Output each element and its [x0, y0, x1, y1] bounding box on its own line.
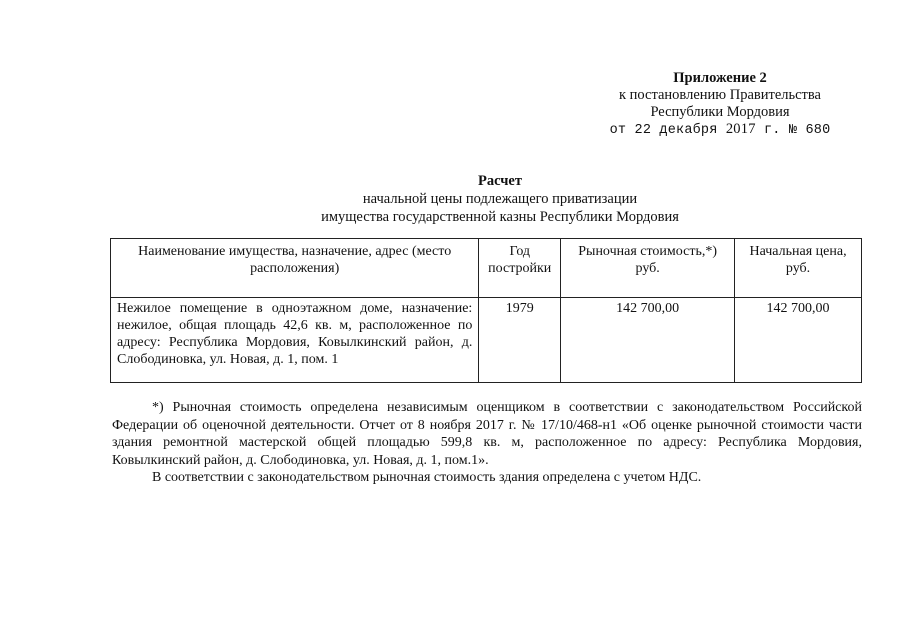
cell-market-value: 142 700,00 [561, 298, 735, 383]
appendix-line-1: к постановлению Правительства [619, 87, 821, 103]
header-market-value: Рыночная стоимость,*) руб. [561, 239, 735, 298]
appendix-dateline [600, 121, 840, 139]
footnote-paragraph: *) Рыночная стоимость определена независимым оценщиком в соответствии с законодательством Российской Федерации об оценочной деятельности. Отчет от 8 ноября 2017 г. № 17/10/468-н1 «Об оценке рыночной стоимости части здания ремонтной мастерской общей площадью 599,8 кв. м, расположенное по адресу: Республика Мордовия, Ковылкинский район, д. Слободиновка, ул. Новая, д. 1, пом.1». [112, 400, 862, 468]
appendix-title: Приложение 2 [673, 70, 767, 86]
date-year-suffix: г. № [763, 123, 798, 138]
date-value: 22 декабря [634, 123, 718, 138]
document-heading [250, 172, 750, 226]
cell-property-name: Нежилое помещение в одноэтажном доме, назначение: нежилое, общая площадь 42,6 кв. м, расположенное по адресу: Республика Мордовия, Ковылкинский район, д. Слободиновка, ул. Новая, д. 1, пом. 1 [111, 298, 479, 383]
header-property-name: Наименование имущества, назначение, адрес (место расположения) [111, 239, 479, 298]
heading-title: Расчет [478, 173, 522, 189]
cell-year-built: 1979 [479, 298, 561, 383]
vat-paragraph: В соответствии с законодательством рыночная стоимость здания определена с учетом НДС. [152, 470, 702, 485]
header-initial-price: Начальная цена, руб. [735, 239, 862, 298]
notes-block [112, 399, 862, 487]
date-year: 2017 [725, 121, 756, 137]
cell-initial-price: 142 700,00 [735, 298, 862, 383]
heading-line-2: имущества государственной казны Республики Мордовия [321, 209, 679, 225]
date-prefix: от [609, 123, 627, 138]
heading-line-1: начальной цены подлежащего приватизации [362, 191, 638, 207]
appendix-line-2: Республики Мордовия [650, 104, 790, 120]
header-year-built: Год постройки [479, 239, 561, 298]
table-header-row [111, 239, 862, 298]
appendix-block [600, 70, 840, 139]
calculation-table [110, 238, 862, 383]
table-row [111, 298, 862, 383]
resolution-number: 680 [805, 123, 831, 138]
